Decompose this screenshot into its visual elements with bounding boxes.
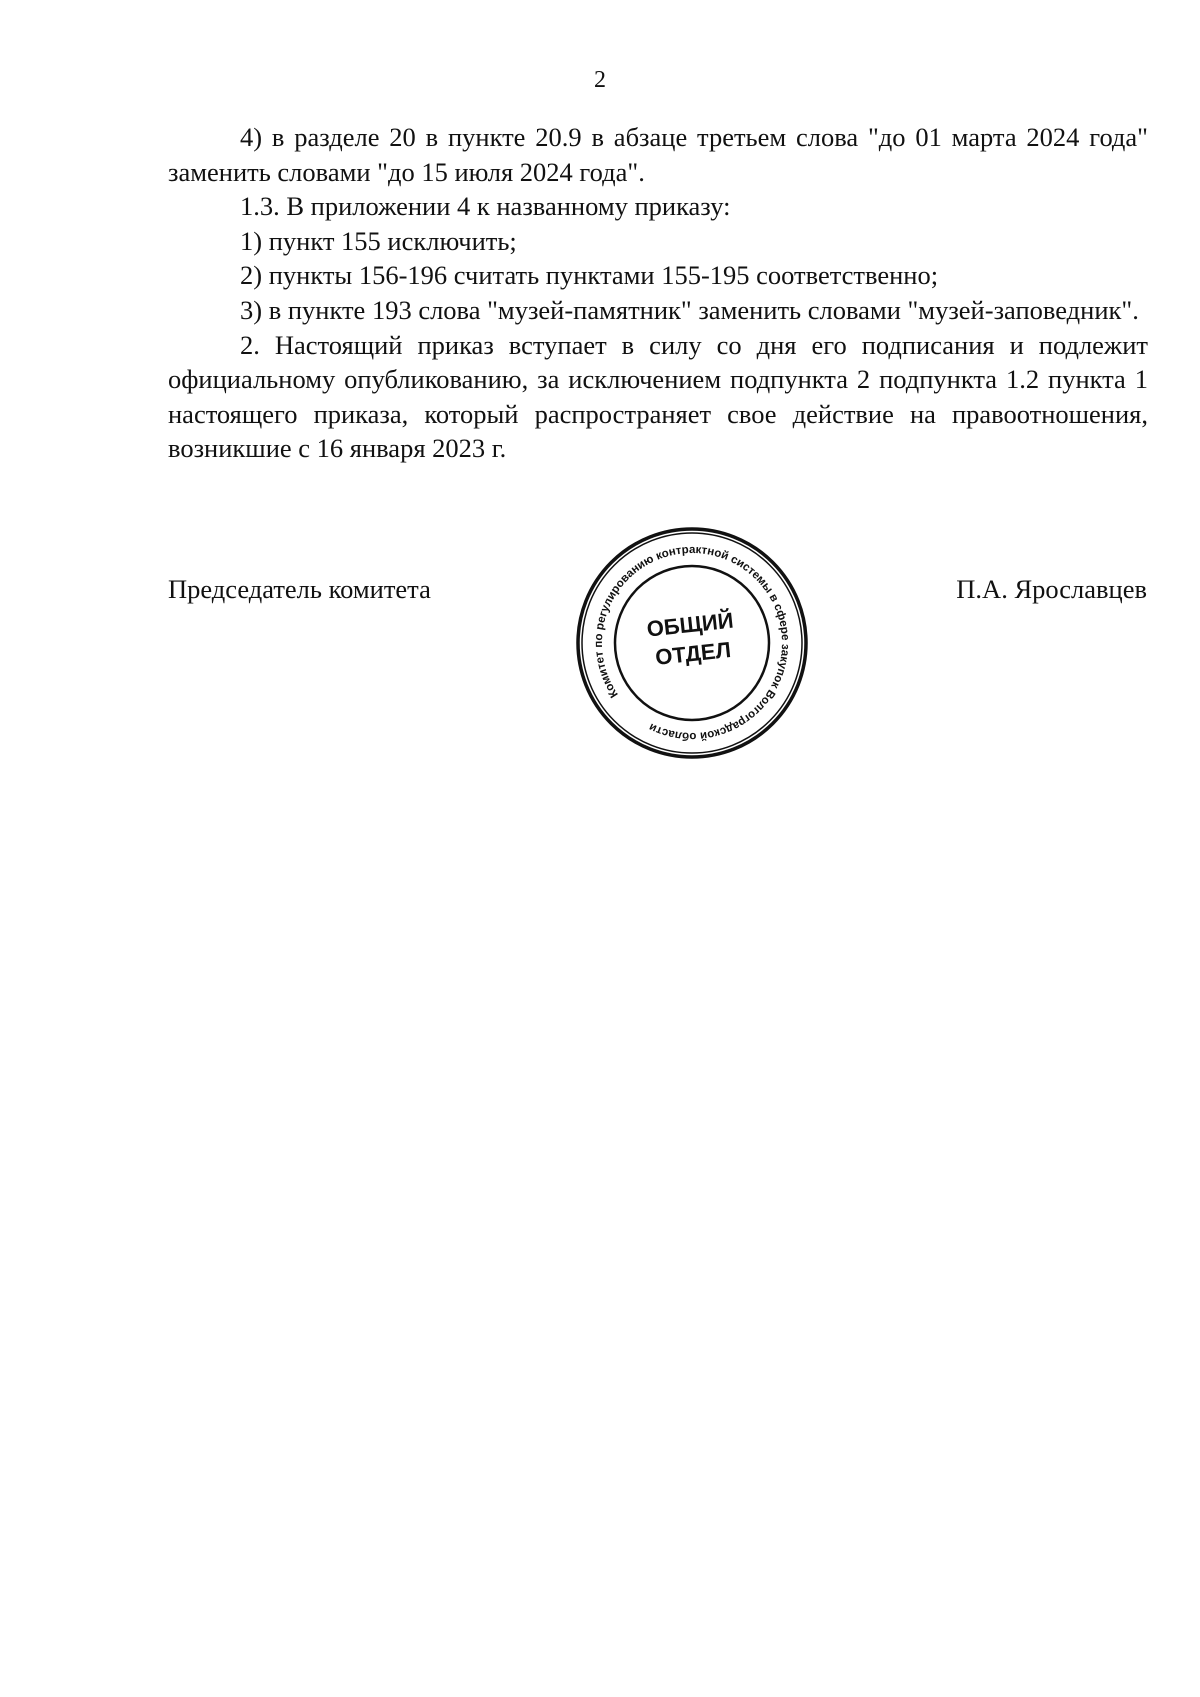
- stamp-ring-text: Комитет по регулированию контрактной системы в сфере закупок Волгоградской области: [592, 543, 792, 743]
- signer-title: Председатель комитета: [168, 574, 431, 604]
- paragraph-renumber-points: 2) пункты 156-196 считать пунктами 155-195 соответственно;: [240, 260, 939, 291]
- stamp-center-line-2: ОТДЕЛ: [654, 637, 733, 670]
- signature-block: [0, 543, 1200, 780]
- stamp-seal: [573, 524, 811, 762]
- paragraph-effective-date: 2. Настоящий приказ вступает в силу со дня его подписания и подлежит официальному опубликованию, за исключением подпункта 2 подпункта 1.2 пункта 1 настоящего приказа, который распространяет свое действие на правоотношения, возникшие с 16 января 2023 г.: [168, 329, 1148, 464]
- signer-name: П.А. Ярославцев: [956, 574, 1147, 604]
- paragraph-replace-museum: 3) в пункте 193 слова "музей-памятник" заменить словами "музей-заповедник".: [240, 294, 1139, 325]
- stamp-center-line-1: ОБЩИЙ: [645, 607, 735, 642]
- page-number: 2: [594, 67, 606, 93]
- paragraph-appendix-4: 1.3. В приложении 4 к названному приказу:: [240, 191, 731, 222]
- paragraph-exclude-155: 1) пункт 155 исключить;: [240, 225, 517, 256]
- paragraph-item-4-section-20: 4) в разделе 20 в пункте 20.9 в абзаце третьем слова "до 01 марта 2024 года" заменить словами "до 15 июля 2024 года".: [168, 122, 1148, 187]
- document-body: [168, 120, 1148, 466]
- general-department-stamp: [573, 524, 811, 762]
